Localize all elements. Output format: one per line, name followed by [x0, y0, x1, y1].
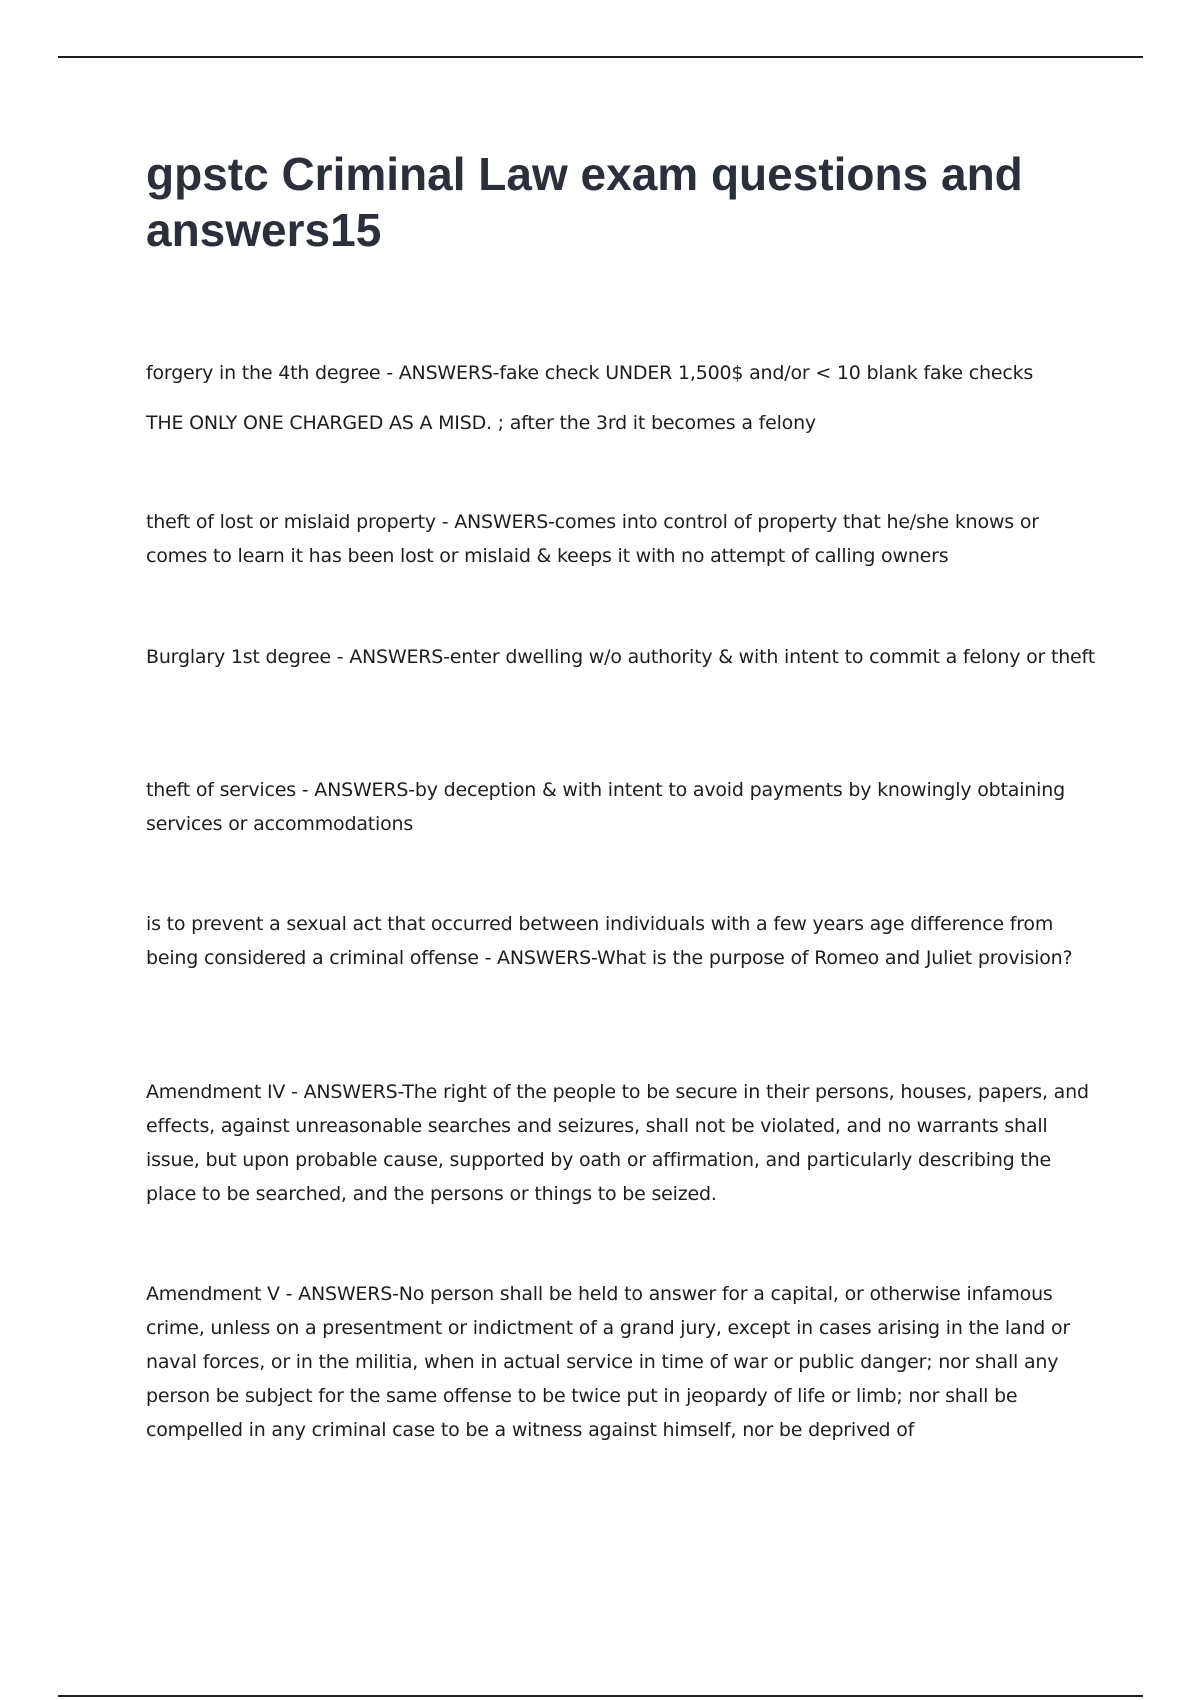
- qa-line: forgery in the 4th degree - ANSWERS-fake check UNDER 1,500$ and/or < 10 blank fake checks: [146, 362, 1034, 384]
- qa-entry-theft-services: [146, 773, 1096, 841]
- qa-text: theft of services - ANSWERS-by deception & with intent to avoid payments by knowingly obtaining services or accommodations: [146, 779, 1065, 835]
- qa-entry-lost-property: [146, 505, 1096, 573]
- qa-entry-amendment-iv: [146, 1075, 1096, 1211]
- footer-divider: [58, 1695, 1143, 1697]
- qa-text: Amendment IV - ANSWERS-The right of the people to be secure in their persons, houses, papers, and effects, against unreasonable searches and seizures, shall not be violated, and no warrants shall issue, but upon probable cause, supported by oath or affirmation, and particularly describing the place to be searched, and the persons or things to be seized.: [146, 1081, 1089, 1205]
- qa-text: Burglary 1st degree - ANSWERS-enter dwelling w/o authority & with intent to commit a felony or theft: [146, 646, 1095, 668]
- qa-text: theft of lost or mislaid property - ANSWERS-comes into control of property that he/she knows or comes to learn it has been lost or mislaid & keeps it with no attempt of calling owners: [146, 511, 1039, 567]
- qa-entry-amendment-v: [146, 1277, 1096, 1447]
- qa-text: Amendment V - ANSWERS-No person shall be held to answer for a capital, or otherwise infamous crime, unless on a presentment or indictment of a grand jury, except in cases arising in the land or naval forces, or in the militia, when in actual service in time of war or public danger; nor shall any person be subject for the same offense to be twice put in jeopardy of life or limb; nor shall be compelled in any criminal case to be a witness against himself, nor be deprived of: [146, 1283, 1071, 1441]
- header-divider: [58, 56, 1143, 58]
- qa-line: THE ONLY ONE CHARGED AS A MISD. ; after the 3rd it becomes a felony: [146, 412, 816, 434]
- qa-entry-burglary: [146, 640, 1096, 674]
- page-title: gpstc Criminal Law exam questions and answers15: [146, 148, 1023, 256]
- qa-text: is to prevent a sexual act that occurred between individuals with a few years age difference from being considered a criminal offense - ANSWERS-What is the purpose of Romeo and Juliet provision?: [146, 913, 1073, 969]
- qa-entry-forgery: [146, 356, 1096, 440]
- qa-entry-romeo-juliet: [146, 907, 1096, 975]
